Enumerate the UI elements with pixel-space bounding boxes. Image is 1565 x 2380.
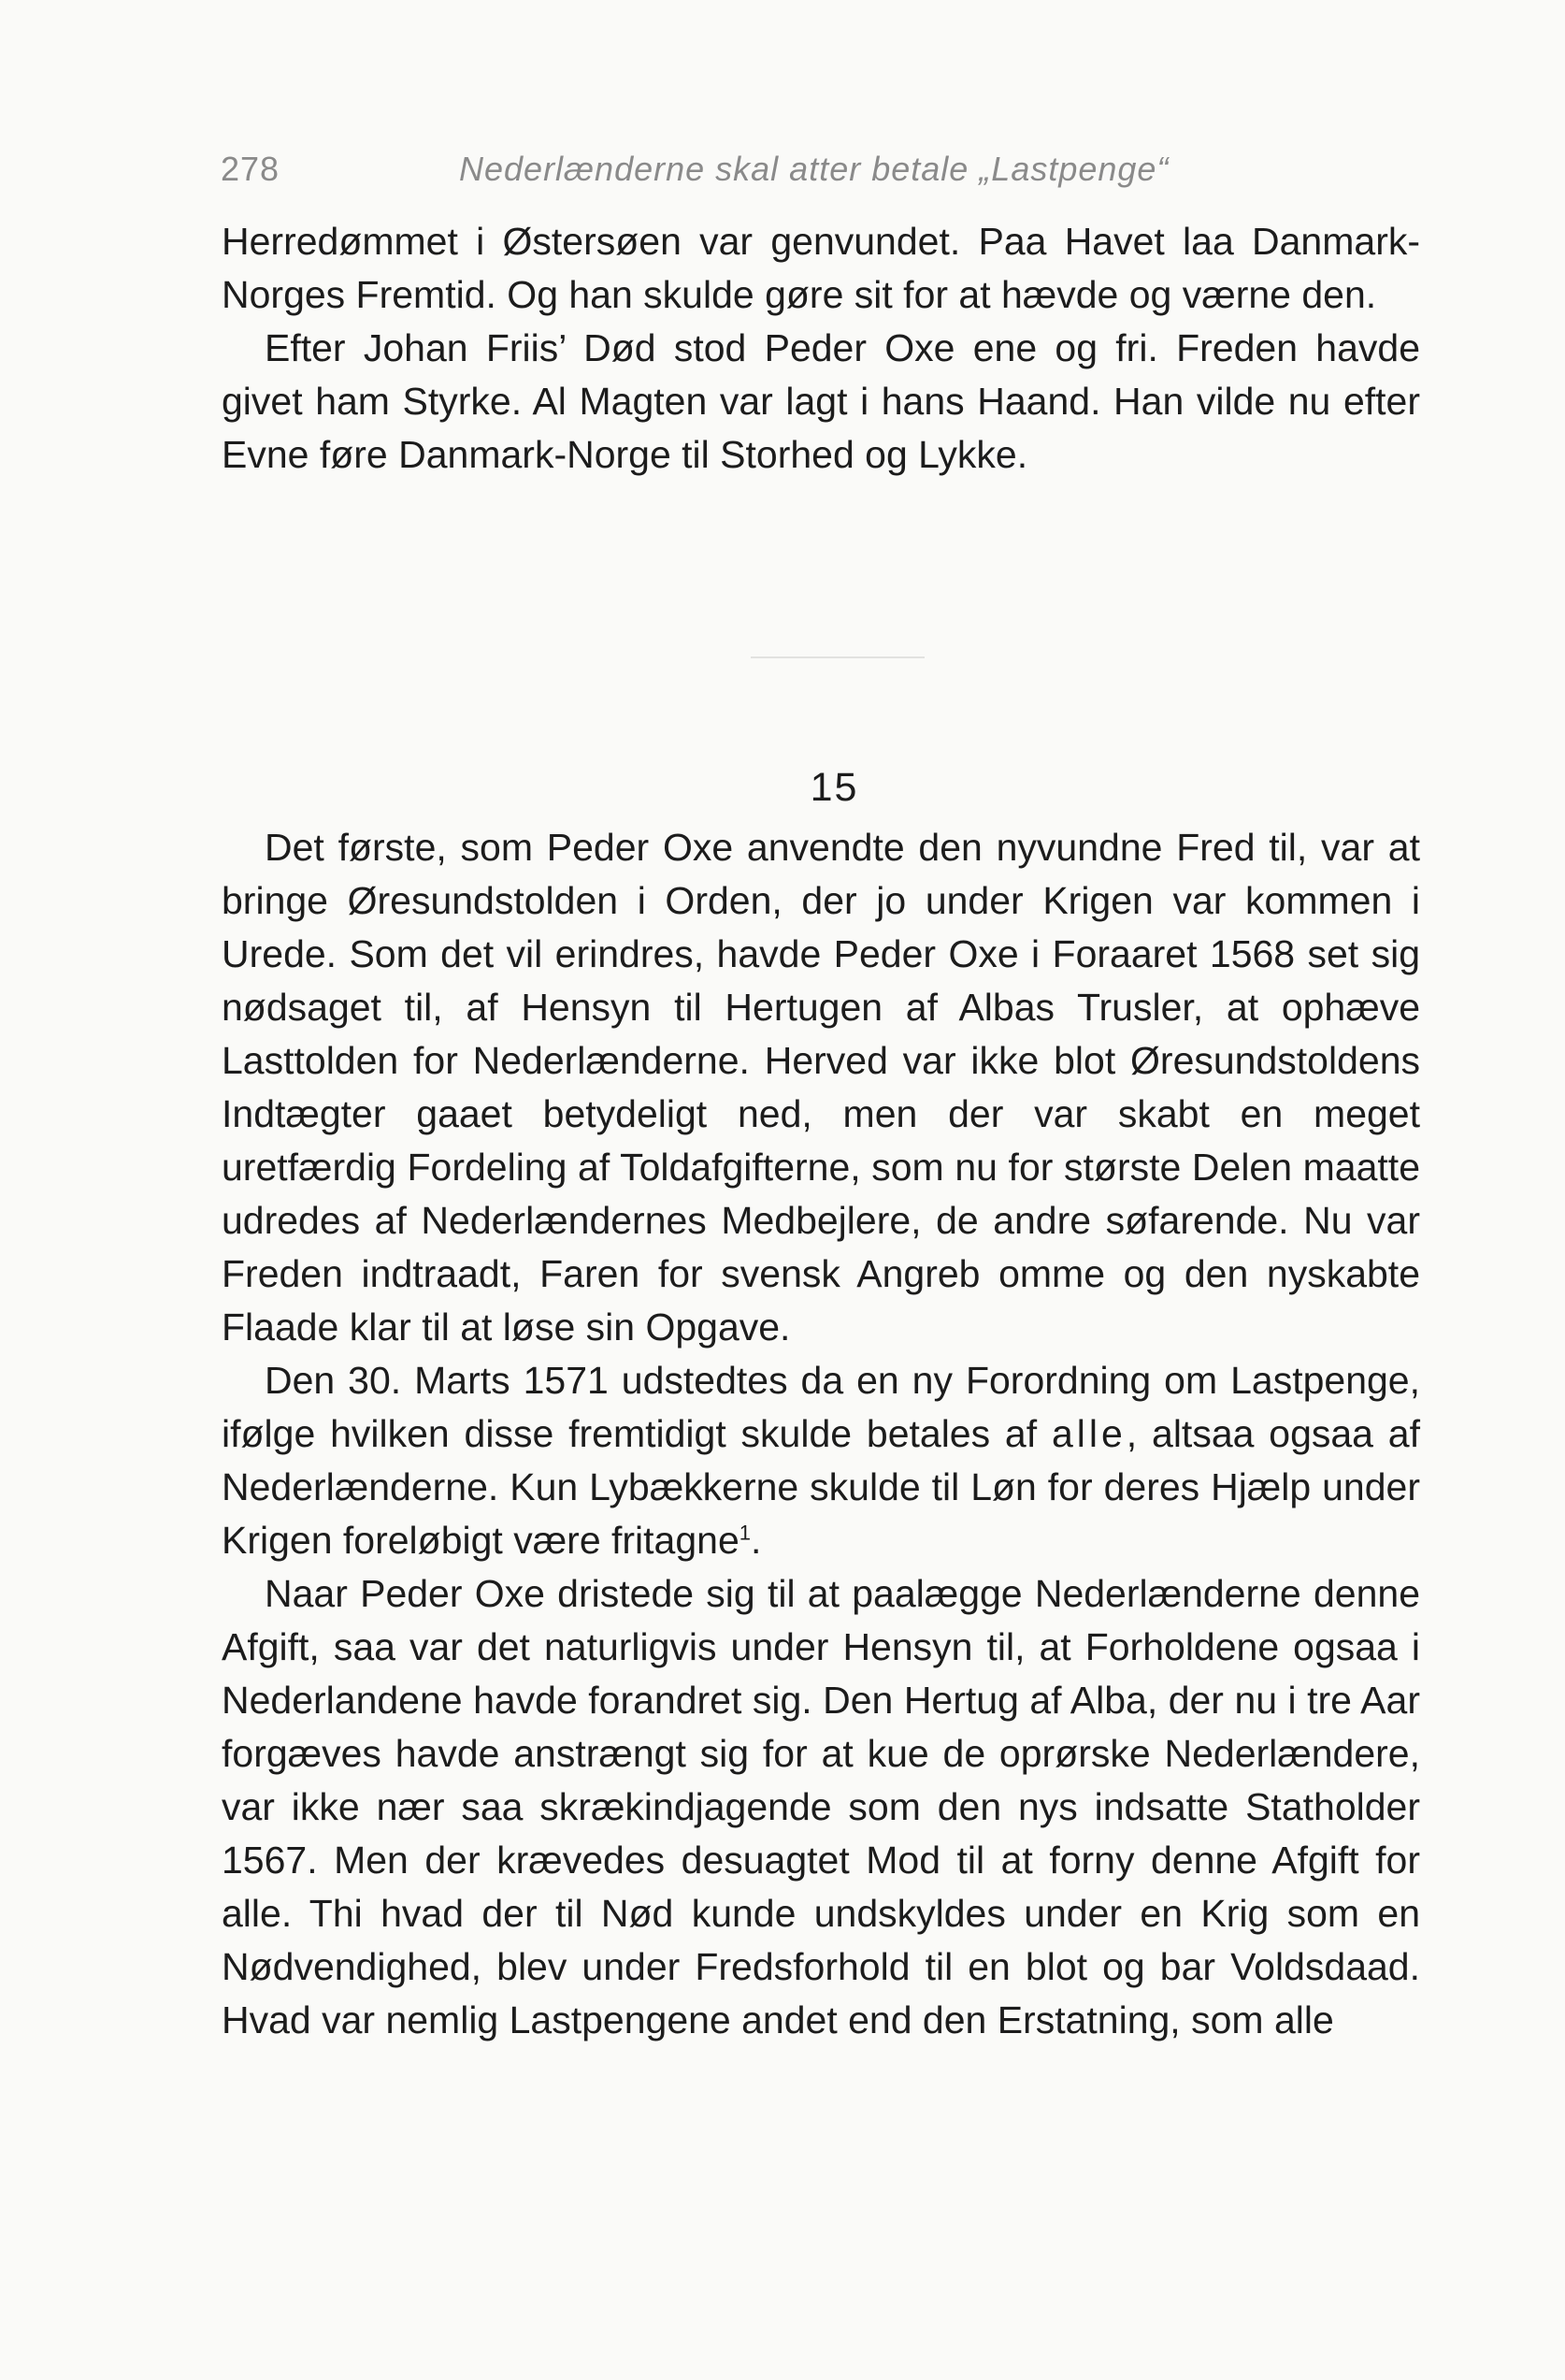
page-number: 278 xyxy=(221,150,280,188)
paragraph-text: , altsaa ogsaa af Nederlænderne. Kun Lybækkerne skulde til Løn for deres Hjælp under Krigen foreløbigt være fritagne xyxy=(222,1412,1421,1562)
paragraph: Det første, som Peder Oxe anvendte den nyvundne Fred til, var at bringe Øresundstolden i Orden, der jo under Krigen var kommen i Urede. Som det vil erindres, havde Peder Oxe i Foraaret 1568 set sig nødsaget til, af Hensyn til Hertugen af Albas Trusler, at ophæve Lasttolden for Nederlænderne. Herved var ikke blot Øresundstoldens Indtægter gaaet betydeligt ned, men der var skabt en meget uretfærdig Fordeling af Toldafgifterne, som nu for største Delen maatte udredes af Nederlændernes Medbejlere, de andre søfarende. Nu var Freden indtraadt, Faren for svensk Angreb omme og den nyskabte Flaade klar til at løse sin Opgave. xyxy=(222,826,1420,1349)
emphasized-word: alle xyxy=(1051,1412,1127,1455)
paragraph-text: . xyxy=(751,1519,762,1562)
paragraph: Naar Peder Oxe dristede sig til at paalægge Nederlænderne denne Afgift, saa var det naturligvis under Hensyn til, at Forholdene ogsaa i Nederlandene havde forandret sig. Den Hertug af Alba, der nu i tre Aar forgæves havde anstrængt sig for at kue de oprørske Nederlændere, var ikke nær saa skrækindjagende som den nys indsatte Statholder 1567. Men der krævedes desuagtet Mod til at forny denne Afgift for alle. Thi hvad der til Nød kunde undskyldes under en Krig som en Nødvendighed, blev under Fredsforhold til en blot og bar Voldsdaad. Hvad var nemlig Lastpengene andet end den Erstatning, som alle xyxy=(222,1572,1420,2041)
paragraph: Herredømmet i Østersøen var genvundet. Paa Havet laa Danmark-Norges Fremtid. Og han skulde gøre sit for at hævde og værne den. xyxy=(222,220,1420,316)
section-divider xyxy=(751,656,925,658)
paragraph xyxy=(222,1354,1420,1567)
running-title: Nederlænderne skal atter betale „Lastpenge“ xyxy=(459,150,1170,188)
chapter-number: 15 xyxy=(810,765,859,810)
paragraph-text: Den 30. Marts 1571 udstedtes da en ny Forordning om Lastpenge, ifølge hvilken disse fremtidigt skulde betales af xyxy=(222,1359,1420,1455)
footnote-marker[interactable]: 1 xyxy=(739,1521,752,1545)
paragraph: Efter Johan Friis’ Død stod Peder Oxe ene og fri. Freden havde givet ham Styrke. Al Magten var lagt i hans Haand. Han vilde nu efter Evne føre Danmark-Norge til Storhed og Lykke. xyxy=(222,326,1420,476)
section-two-text xyxy=(222,821,1420,2047)
section-one-text xyxy=(222,215,1420,482)
running-head xyxy=(221,150,1417,196)
